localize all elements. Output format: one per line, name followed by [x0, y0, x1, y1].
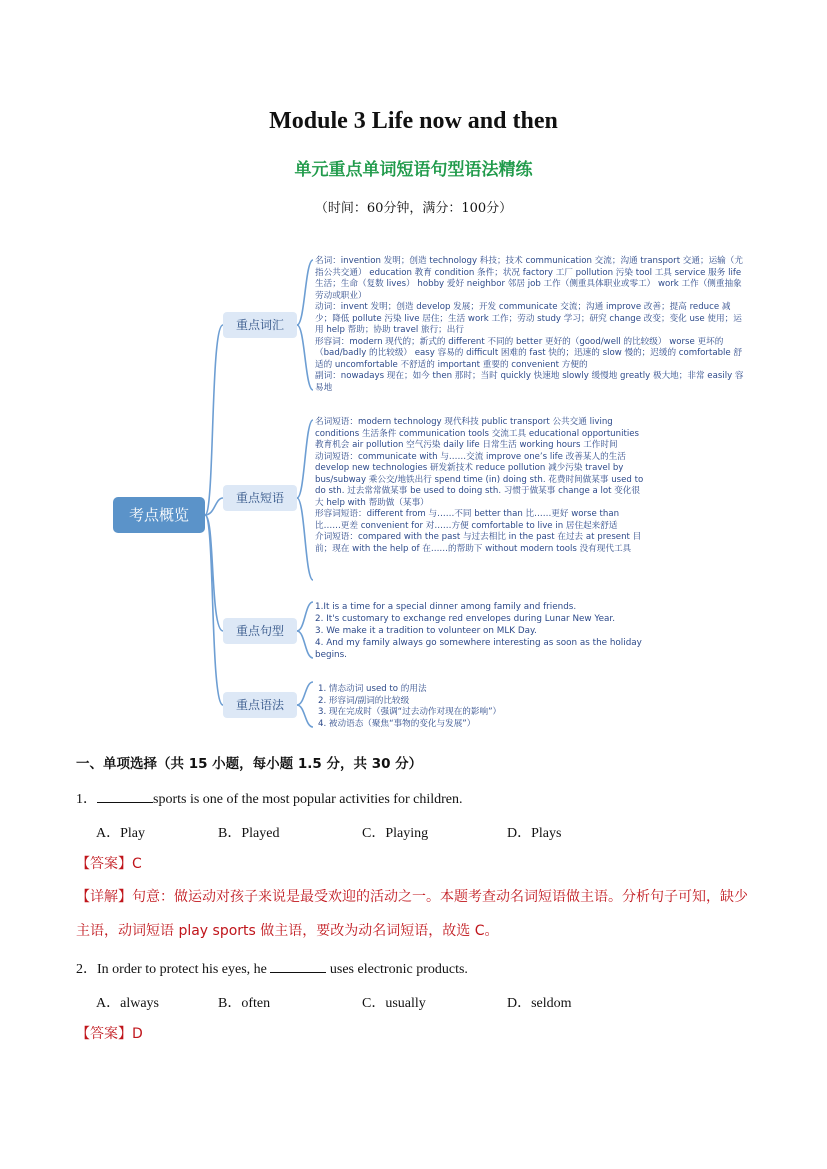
option-b[interactable]: B．Played: [218, 826, 280, 841]
answer-blank: [270, 960, 326, 973]
question-number: 2．: [76, 962, 97, 977]
detail-label: 【详解】: [76, 889, 132, 905]
branch-sentences: 重点句型: [223, 618, 297, 644]
branch-vocabulary-text: 名词：invention 发明；创造 technology 科技；技术 communication 交流；沟通 transport 交通；运输（尤指公共交通） education 教育 condition 条件；状况 factory 工厂 pollution 污染 tool 工具 service 服务 life 生活；生命（复数 lives） hobby 爱好 neighbor 邻居 job 工作（侧重具体职业或零工） work 工作（侧重抽象劳动或职业） 动词：invent 发明；创造 develop 发展；开发 communicate 交流；沟通 improve 改善；提高 reduce 减少；降低 pollute 污染 live 居住；生活 work 工作；劳动 study 学习；研究 change 改变；变化 use 使用；运用 help 帮助；协助 travel 旅行；出行 形容词：modern 现代的；新式的 different 不同的 better 更好的（good/well 的比较级） worse 更坏的（bad/badly 的比较级） easy 容易的 difficult 困难的 fast 快的；迅速的 slow 慢的；迟缓的 comfortable 舒适的 uncomfortable 不舒适的 important 重要的 convenient 方便的 副词：nowadays 现在；如今 then 那时；当时 quickly 快速地 slowly 缓慢地 greatly 极大地；非常 easily 容易地: [315, 256, 744, 393]
branch-grammar-text: 1. 情态动词 used to 的用法 2. 形容词/副词的比较级 3. 现在完成时（强调“过去动作对现在的影响”） 4. 被动语态（聚焦“事物的变化与发展”）: [318, 684, 502, 729]
branch-vocabulary: 重点词汇: [223, 312, 297, 338]
branch-grammar: 重点语法: [223, 692, 297, 718]
answer-label: 【答案】: [76, 1026, 132, 1042]
question-1-answer: [76, 853, 142, 873]
question-1-detail: [76, 880, 756, 948]
option-d[interactable]: D．Plays: [507, 826, 562, 841]
page-subtitle: 单元重点单词短语句型语法精练: [294, 160, 533, 180]
question-2-answer: [76, 1023, 143, 1043]
detail-text: 句意：做运动对孩子来说是最受欢迎的活动之一。本题考查动名词短语做主语。分析句子可知，缺少主语，动词短语 play sports 做主语，要改为动名词短语，故选 C。: [76, 889, 748, 939]
branch-phrases-text: 名词短语：modern technology 现代科技 public transport 公共交通 living conditions 生活条件 communication tools 交流工具 educational opportunities 教育机会 air pollution 空气污染 daily life 日常生活 working hours 工作时间 动词短语：communicate with 与……交流 improve one’s life 改善某人的生活 develop new technologies 研发新技术 reduce pollution 减少污染 travel by bus/subway 乘公交/地铁出行 spend time (in) doing sth. 花费时间做某事 used to do sth. 过去常常做某事 be used to doing sth. 习惯于做某事 change a lot 变化很大 help with 帮助做（某事） 形容词短语：different from 与……不同 better than 比……更好 worse than 比……更差 convenient for 对……方便 comfortable to live in 居住起来舒适 介词短语：compared with the past 与过去相比 in the past 在过去 at present 目前；现在 with the help of 在……的帮助下 without modern tools 没有现代工具: [315, 417, 644, 554]
option-b[interactable]: B．often: [218, 996, 271, 1011]
option-a[interactable]: A．Play: [96, 826, 145, 841]
question-2-stem: [76, 958, 468, 978]
mindmap-root: 考点概览: [113, 497, 205, 533]
option-c[interactable]: C．usually: [362, 996, 426, 1011]
answer-label: 【答案】: [76, 856, 132, 872]
question-text: sports is one of the most popular activities for children.: [153, 792, 463, 807]
branch-sentences-text: 1.It is a time for a special dinner among family and friends. 2. It's customary to exchange red envelopes during Lunar New Year. 3. We make it a tradition to volunteer on MLK Day. 4. And my family always go somewhere interesting as soon as the holiday begins.: [315, 602, 642, 660]
answer-blank: [97, 790, 153, 803]
question-number: 1．: [76, 792, 97, 807]
option-a[interactable]: A．always: [96, 996, 159, 1011]
time-info: （时间：60分钟，满分：100分）: [314, 201, 513, 216]
question-text-after: uses electronic products.: [326, 962, 468, 977]
option-c[interactable]: C．Playing: [362, 826, 429, 841]
section-heading: 一、单项选择（共 15 小题，每小题 1.5 分，共 30 分）: [76, 756, 423, 772]
option-d[interactable]: D．seldom: [507, 996, 572, 1011]
answer-value: D: [132, 1026, 143, 1042]
branch-phrases: 重点短语: [223, 485, 297, 511]
answer-value: C: [132, 856, 142, 872]
question-text-before: In order to protect his eyes, he: [97, 962, 271, 977]
mindmap: [110, 250, 750, 735]
question-1-stem: [76, 788, 463, 808]
page-title: Module 3 Life now and then: [269, 108, 558, 134]
